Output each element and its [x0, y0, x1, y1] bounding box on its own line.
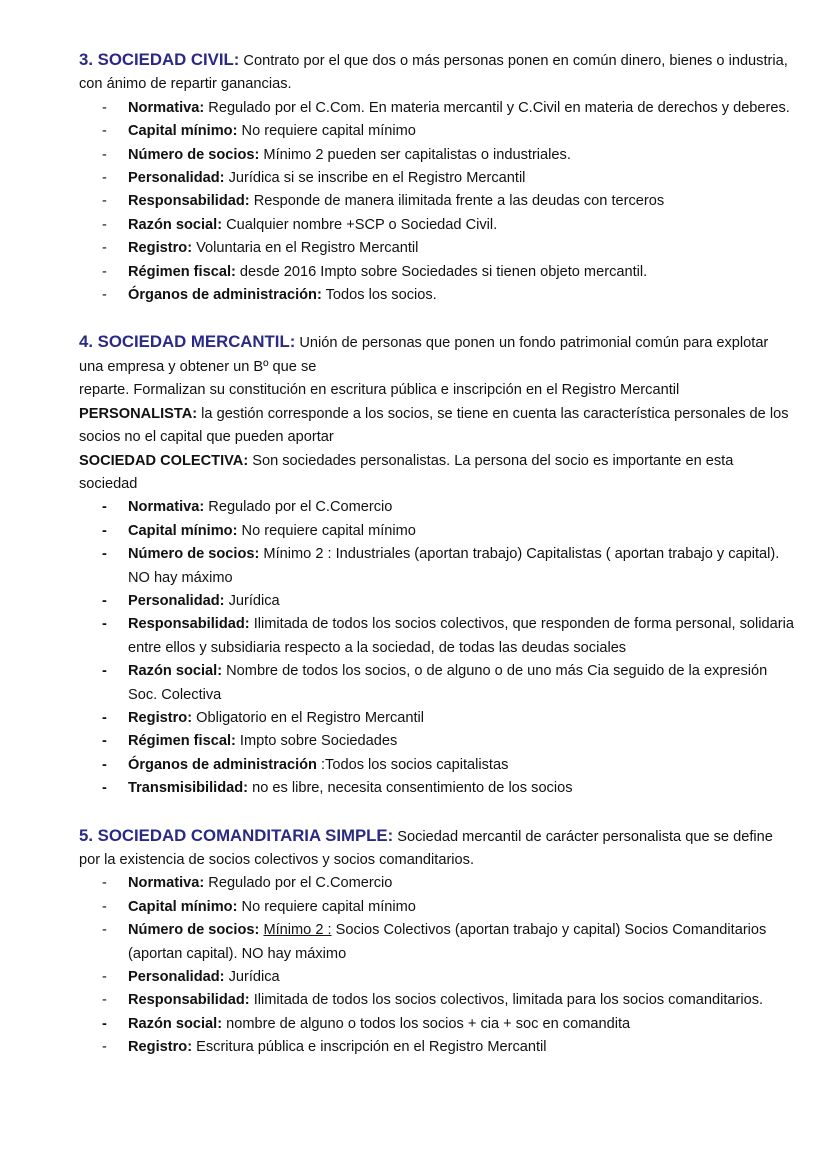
list-item: - Normativa: Regulado por el C.Comercio: [102, 875, 393, 892]
item-list: [79, 872, 794, 1059]
section-title: 5. SOCIEDAD COMANDITARIA SIMPLE:: [79, 825, 394, 845]
list-item: - Régimen fiscal: desde 2016 Impto sobre Sociedades si tienen objeto mercantil.: [102, 263, 648, 280]
document-page: [79, 48, 794, 1060]
section-intro: 4. SOCIEDAD MERCANTIL: Unión de personas que ponen un fondo patrimonial común para explotar una empresa y obtener un Bº que se: [79, 332, 769, 375]
item-list: [79, 97, 794, 308]
list-item: - Número de socios: Mínimo 2 pueden ser capitalistas o industriales.: [102, 146, 571, 163]
list-item: - Normativa: Regulado por el C.Comercio: [102, 499, 393, 516]
list-item: - Transmisibilidad: no es libre, necesita consentimiento de los socios: [102, 780, 573, 797]
list-item: - Razón social: Cualquier nombre +SCP o Sociedad Civil.: [102, 216, 498, 233]
list-item: - Personalidad: Jurídica: [102, 592, 280, 609]
item-list: [79, 496, 794, 800]
list-item: - Número de socios: Mínimo 2 : Industriales (aportan trabajo) Capitalistas ( aportan trabajo y capital). NO hay máximo: [102, 546, 780, 586]
section-title: 3. SOCIEDAD CIVIL:: [79, 50, 240, 69]
list-item: - Órganos de administración :Todos los socios capitalistas: [102, 756, 509, 773]
list-item: - Personalidad: Jurídica: [102, 969, 280, 986]
list-item: - Registro: Escritura pública e inscripción en el Registro Mercantil: [102, 1039, 547, 1056]
list-item: - Capital mínimo: No requiere capital mínimo: [102, 123, 416, 140]
section-title: 4. SOCIEDAD MERCANTIL:: [79, 332, 296, 352]
section-intro-continued: reparte. Formalizan su constitución en escritura pública e inscripción en el Registro Mercantil: [79, 382, 680, 399]
list-item: - Órganos de administración: Todos los socios.: [102, 287, 437, 304]
list-item: - Régimen fiscal: Impto sobre Sociedades: [102, 733, 398, 750]
list-item: - Capital mínimo: No requiere capital mínimo: [102, 898, 416, 915]
list-item: - Responsabilidad: Ilimitada de todos los socios colectivos, que responden de forma personal, solidaria entre ellos y subsidiaria respecto a la sociedad, de todas las deudas sociales: [102, 616, 794, 656]
personalista-paragraph: PERSONALISTA: la gestión corresponde a los socios, se tiene en cuenta las característica personales de los socios no el capital que pueden aportar: [79, 405, 789, 446]
list-item: - Razón social: Nombre de todos los socios, o de alguno o de uno más Cia seguido de la expresión Soc. Colectiva: [102, 663, 768, 703]
section-intro: 5. SOCIEDAD COMANDITARIA SIMPLE: Sociedad mercantil de carácter personalista que se define por la existencia de socios colectivos y socios comanditarios.: [79, 825, 773, 868]
list-item: - Personalidad: Jurídica si se inscribe en el Registro Mercantil: [102, 170, 526, 187]
colectiva-paragraph: SOCIEDAD COLECTIVA: Son sociedades personalistas. La persona del socio es importante en esta sociedad: [79, 452, 734, 492]
section-sociedad-civil: [79, 48, 794, 307]
section-sociedad-mercantil: [79, 330, 794, 800]
list-item: - Registro: Voluntaria en el Registro Mercantil: [102, 240, 419, 257]
list-item: - Capital mínimo: No requiere capital mínimo: [102, 522, 416, 539]
section-intro: 3. SOCIEDAD CIVIL: Contrato por el que dos o más personas ponen en común dinero, bienes o industria, con ánimo de repartir ganancias.: [79, 50, 788, 93]
list-item: - Responsabilidad: Responde de manera ilimitada frente a las deudas con terceros: [102, 193, 665, 210]
list-item: - Registro: Obligatorio en el Registro Mercantil: [102, 709, 425, 726]
list-item: - Normativa: Regulado por el C.Com. En materia mercantil y C.Civil en materia de derechos y deberes.: [102, 99, 790, 116]
list-item: - Número de socios: Mínimo 2 : Socios Colectivos (aportan trabajo y capital) Socios Comanditarios (aportan capital). NO hay máximo: [102, 922, 767, 962]
section-sociedad-comanditaria-simple: [79, 824, 794, 1060]
list-item: - Responsabilidad: Ilimitada de todos los socios colectivos, limitada para los socios comanditarios.: [102, 992, 764, 1009]
list-item: - Razón social: nombre de alguno o todos los socios + cia + soc en comandita: [102, 1015, 631, 1032]
